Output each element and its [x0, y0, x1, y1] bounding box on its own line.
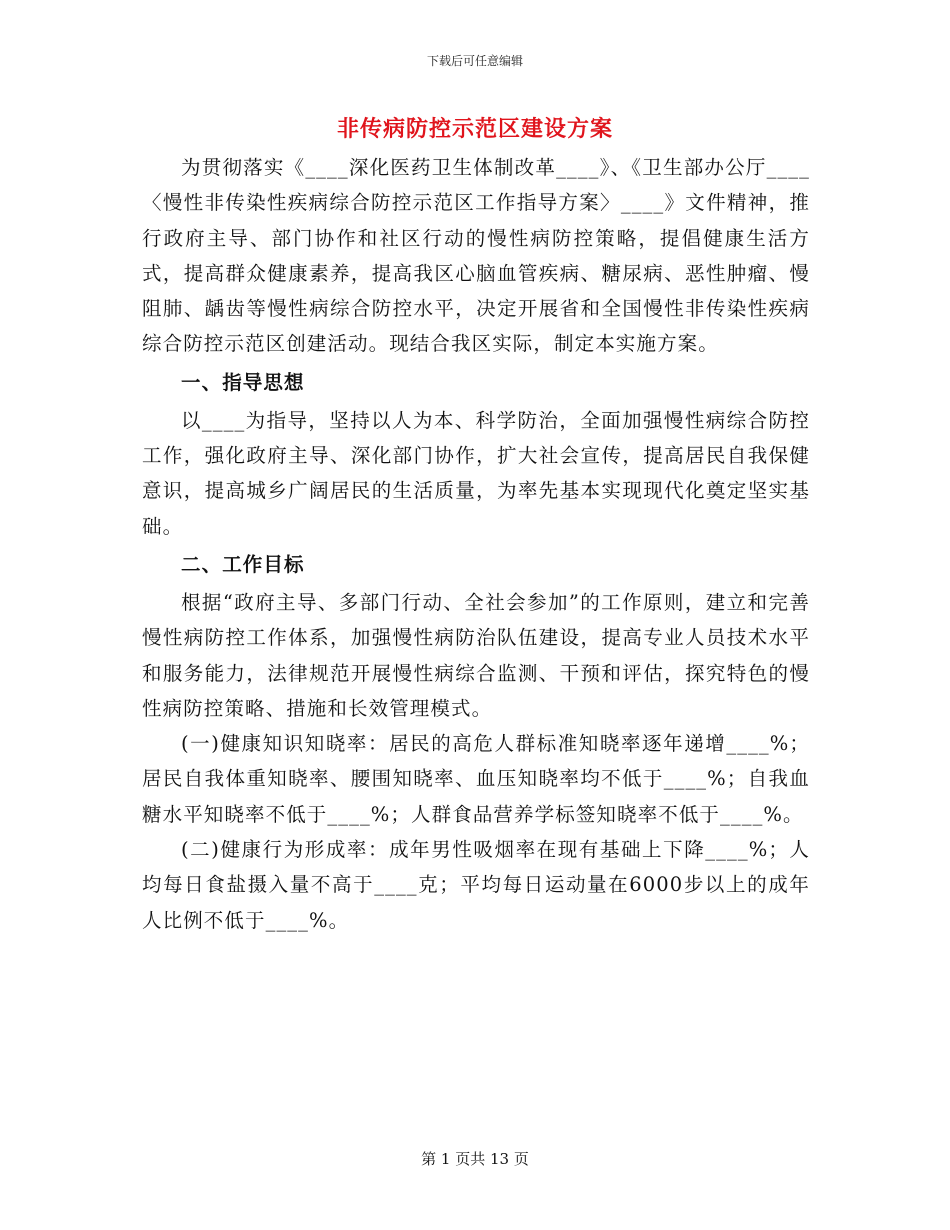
intro-paragraph: 为贯彻落实《____深化医药卫生体制改革____》、《卫生部办公厅____〈慢性非传染性疾病综合防控示范区工作指导方案〉____》文件精神，推行政府主导、部门协作和社区行动的慢性病防控策略，提倡健康生活方式，提高群众健康素养，提高我区心脑血管疾病、糖尿病、恶性肿瘤、慢阻肺、龋齿等慢性病综合防控水平，决定开展省和全国慢性非传染性疾病综合防控示范区创建活动。现结合我区实际，制定本实施方案。 [142, 156, 810, 356]
section-heading-guiding-ideology: 一、指导思想 [181, 370, 305, 394]
section-heading-work-goals: 二、工作目标 [181, 552, 305, 576]
page-number: 第 1 页共 13 页 [421, 1150, 529, 1168]
goal-item-health-knowledge: (一)健康知识知晓率：居民的高危人群标准知晓率逐年递增____%；居民自我体重知晓率、腰围知晓率、血压知晓率均不低于____%；自我血糖水平知晓率不低于____%；人群食品营养学标签知晓率不低于____%。 [142, 732, 810, 826]
work-goals-paragraph: 根据“政府主导、多部门行动、全社会参加”的工作原则，建立和完善慢性病防控工作体系，加强慢性病防治队伍建设，提高专业人员技术水平和服务能力，法律规范开展慢性病综合监测、干预和评估，探究特色的慢性病防控策略、措施和长效管理模式。 [142, 590, 810, 720]
goal-item-health-behavior: (二)健康行为形成率：成年男性吸烟率在现有基础上下降____%；人均每日食盐摄入量不高于____克；平均每日运动量在6000步以上的成年人比例不低于____%。 [142, 838, 810, 932]
document-body [142, 150, 810, 938]
page-header: 下载后可任意编辑 [426, 54, 523, 68]
guiding-ideology-paragraph: 以____为指导，坚持以人为本、科学防治，全面加强慢性病综合防控工作，强化政府主导、深化部门协作，扩大社会宣传，提高居民自我保健意识，提高城乡广阔居民的生活质量，为率先基本实现现代化奠定坚实基础。 [142, 408, 810, 538]
document-title: 非传病防控示范区建设方案 [336, 116, 613, 142]
